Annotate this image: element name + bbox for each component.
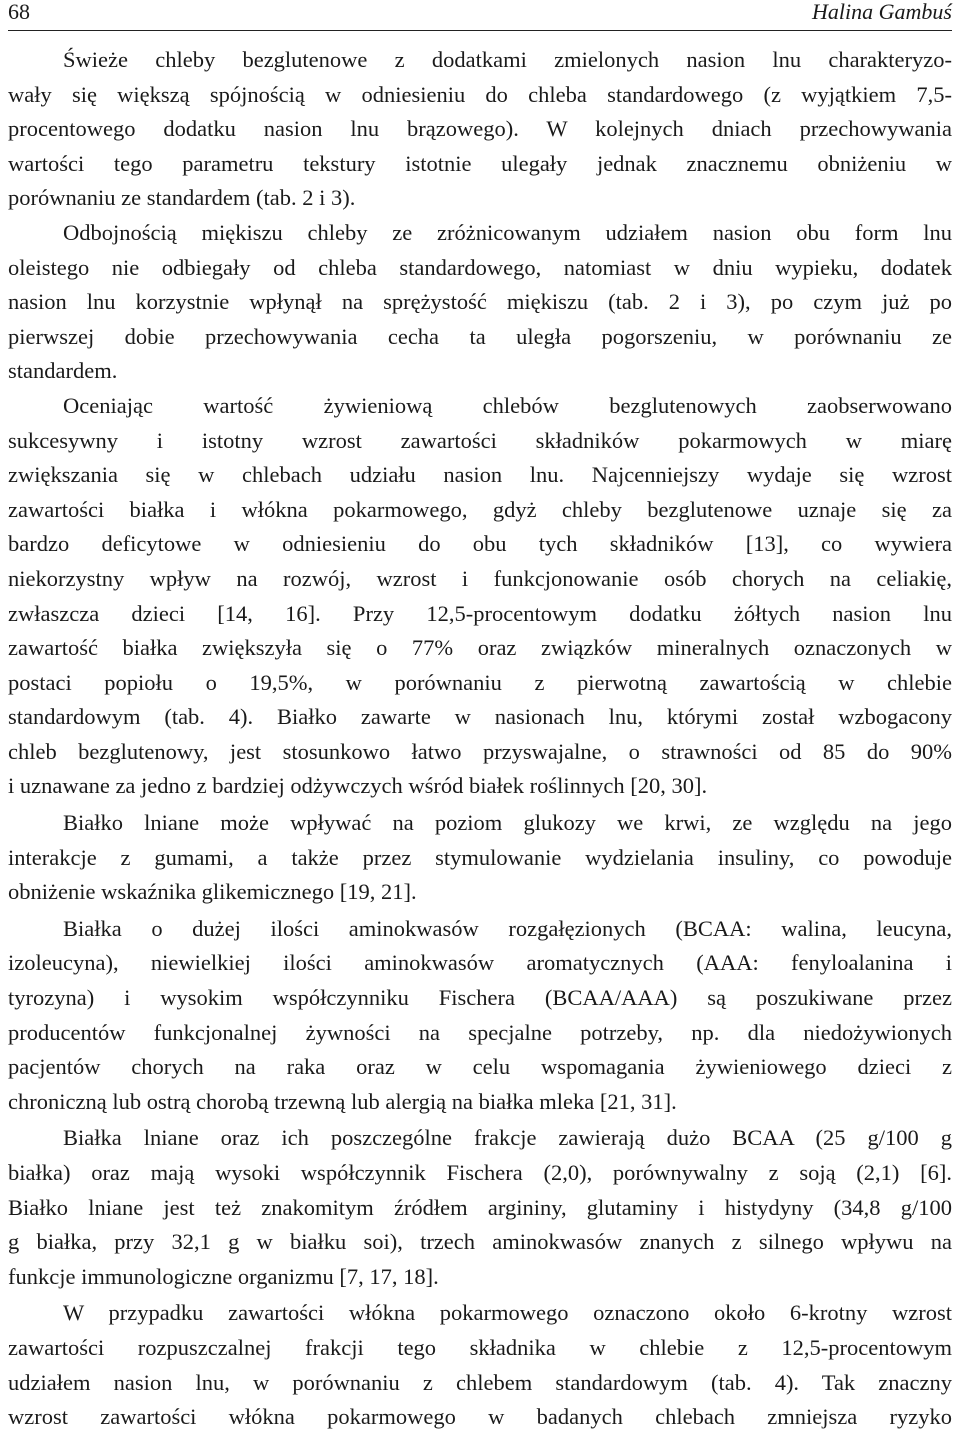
text-line: wzrost zawartości włókna pokarmowego w badanych chlebach zmniejsza ryzyko: [8, 1404, 952, 1430]
text-line: standardowym (tab. 4). Białko zawarte w nasionach lnu, którymi został wzbogacony: [8, 704, 952, 730]
text-line: pacjentów chorych na raka oraz w celu wspomagania żywieniowego dzieci z: [8, 1054, 952, 1080]
text-line: niekorzystny wpływ na rozwój, wzrost i funkcjonowanie osób chorych na celiakię,: [8, 565, 952, 591]
text-line: porównaniu ze standardem (tab. 2 i 3).: [8, 185, 356, 211]
text-line: obniżenie wskaźnika glikemicznego [19, 21].: [8, 879, 417, 905]
paragraph: [8, 43, 952, 216]
text-line: Odbojnością miękiszu chleby ze zróżnicowanym udziałem nasion obu form lnu: [63, 219, 952, 245]
running-header: [8, 0, 952, 31]
paragraph: [8, 389, 952, 804]
text-line: zwłaszcza dzieci [14, 16]. Przy 12,5-procentowym dodatku żółtych nasion lnu: [8, 600, 952, 626]
paragraph: [8, 216, 952, 389]
text-line: postaci popiołu o 19,5%, w porównaniu z pierwotną zawartością w chlebie: [8, 669, 952, 695]
text-line: oleistego nie odbiegały od chleba standardowego, natomiast w dniu wypieku, dodatek: [8, 254, 952, 280]
text-line: Świeże chleby bezglutenowe z dodatkami zmielonych nasion lnu charakteryzo-: [63, 47, 952, 72]
paragraph: [8, 1121, 952, 1294]
text-line: W przypadku zawartości włókna pokarmowego oznaczono około 6-krotny wzrost: [63, 1300, 952, 1326]
paragraph: [8, 806, 952, 910]
text-line: białka) oraz mają wysoki współczynnik Fischera (2,0), porównywalny z soją (2,1) [6].: [8, 1160, 952, 1185]
body-text: [8, 43, 952, 1435]
text-line: zawartość białka zwiększyła się o 77% oraz związków mineralnych oznaczonych w: [8, 635, 952, 661]
text-line: funkcje immunologiczne organizmu [7, 17, 18].: [8, 1263, 439, 1289]
text-line: izoleucyna), niewielkiej ilości aminokwasów aromatycznych (AAA: fenyloalanina i: [8, 950, 952, 976]
text-line: zwiększania się w chlebach udziału nasion lnu. Najcenniejszy wydaje się wzrost: [8, 462, 952, 488]
text-line: Białko lniane jest też znakomitym źródłem argininy, glutaminy i histydyny (34,8 g/100: [8, 1194, 952, 1220]
text-line: sukcesywny i istotny wzrost zawartości składników pokarmowych w miarę: [8, 427, 952, 453]
text-line: pierwszej dobie przechowywania cecha ta uległa pogorszeniu, w porównaniu ze: [8, 323, 952, 349]
running-head-author: Halina Gambuś: [812, 0, 952, 24]
text-line: nasion lnu korzystnie wpłynął na sprężystość miękiszu (tab. 2 i 3), po czym już po: [8, 289, 952, 315]
text-line: Białka lniane oraz ich poszczególne frakcje zawierają dużo BCAA (25 g/100 g: [63, 1125, 952, 1151]
text-line: g białka, przy 32,1 g w białku soi), trzech aminokwasów znanych z silnego wpływu na: [8, 1229, 952, 1255]
paragraph: [8, 912, 952, 1120]
text-line: zawartości rozpuszczalnej frakcji tego składnika w chlebie z 12,5-procentowym: [8, 1334, 952, 1360]
text-line: zawartości białka i włókna pokarmowego, gdyż chleby bezglutenowe uznaje się za: [8, 496, 952, 522]
text-line: wartości tego parametru tekstury istotnie ulegały jednak znacznemu obniżeniu w: [8, 150, 952, 176]
text-line: Białka o dużej ilości aminokwasów rozgałęzionych (BCAA: walina, leucyna,: [63, 915, 952, 941]
text-line: chroniczną lub ostrą chorobą trzewną lub alergią na białka mleka [21, 31].: [8, 1088, 677, 1114]
text-line: tyrozyna) i wysokim współczynniku Fischera (BCAA/AAA) są poszukiwane przez: [8, 985, 952, 1011]
text-line: interakcje z gumami, a także przez stymulowanie wydzielania insuliny, co powoduje: [8, 844, 952, 870]
text-line: Białko lniane może wpływać na poziom glukozy we krwi, ze względu na jego: [63, 810, 952, 836]
text-line: procentowego dodatku nasion lnu brązowego). W kolejnych dniach przechowywania: [8, 116, 952, 142]
text-line: i uznawane za jedno z bardziej odżywczych wśród białek roślinnych [20, 30].: [8, 773, 708, 799]
text-line: wały się większą spójnością w odniesieniu do chleba standardowego (z wyjątkiem 7,5-: [8, 81, 952, 107]
text-line: standardem.: [8, 358, 118, 384]
text-line: chleb bezglutenowy, jest stosunkowo łatwo przyswajalne, o strawności od 85 do 90%: [8, 738, 952, 764]
text-line: udziałem nasion lnu, w porównaniu z chlebem standardowym (tab. 4). Tak znaczny: [8, 1369, 952, 1395]
paragraph: [8, 1296, 952, 1434]
text-line: bardzo deficytowe w odniesieniu do obu tych składników [13], co wywiera: [8, 531, 952, 557]
page-number: 68: [8, 0, 30, 24]
text-line: producentów funkcjonalnej żywności na specjalne potrzeby, np. dla niedożywionych: [8, 1019, 952, 1045]
text-line: Oceniając wartość żywieniową chlebów bezglutenowych zaobserwowano: [63, 392, 952, 418]
